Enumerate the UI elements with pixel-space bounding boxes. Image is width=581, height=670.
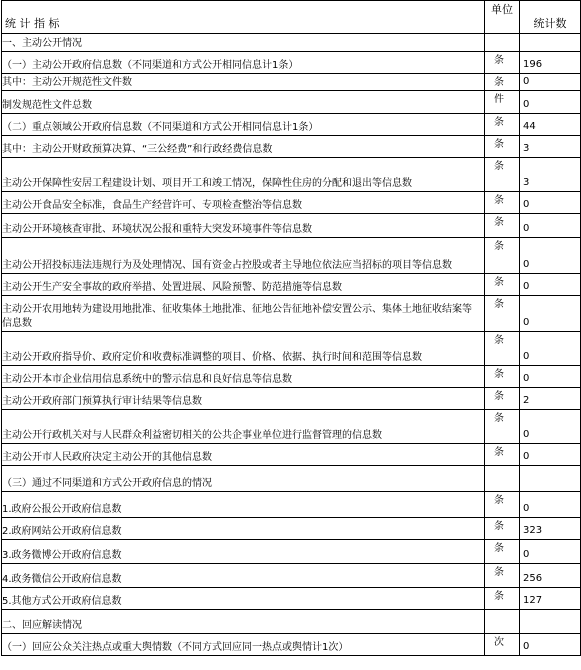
row-count — [520, 610, 581, 634]
row-count: 0 — [520, 410, 581, 444]
table-row — [2, 518, 581, 540]
table-row — [2, 634, 581, 656]
row-count: 0 — [520, 274, 581, 296]
table-row — [2, 564, 581, 588]
row-unit — [485, 34, 520, 52]
row-unit: 条 — [485, 238, 520, 274]
row-indicator: 主动公开农用地转为建设用地批准、征收集体土地批准、征地公告征地补偿安置公示、集体土地征收结案等信息数 — [2, 296, 485, 332]
row-unit: 条 — [485, 366, 520, 388]
row-indicator: 主动公开行政机关对与人民群众利益密切相关的公共企事业单位进行监督管理的信息数 — [2, 410, 485, 444]
row-count — [520, 466, 581, 492]
row-count: 196 — [520, 52, 581, 74]
row-count: 0 — [520, 91, 581, 114]
row-count: 0 — [520, 366, 581, 388]
row-count: 0 — [520, 444, 581, 466]
row-unit: 次 — [485, 634, 520, 656]
table-row — [2, 588, 581, 610]
table-row — [2, 52, 581, 74]
row-unit: 条 — [485, 444, 520, 466]
row-unit: 条 — [485, 114, 520, 136]
row-unit: 条 — [485, 388, 520, 410]
row-count: 3 — [520, 136, 581, 158]
table-row — [2, 610, 581, 634]
row-count: 0 — [520, 214, 581, 238]
row-indicator: 主动公开政府部门预算执行审计结果等信息数 — [2, 388, 485, 410]
row-indicator: 主动公开保障性安居工程建设计划、项目开工和竣工情况，保障性住房的分配和退出等信息数 — [2, 158, 485, 192]
row-count: 323 — [520, 518, 581, 540]
row-indicator: 其中：主动公开规范性文件数 — [2, 74, 485, 91]
row-count: 0 — [520, 332, 581, 366]
row-count — [520, 34, 581, 52]
row-indicator: 其中：主动公开财政预算决算、“三公经费”和行政经费信息数 — [2, 136, 485, 158]
row-unit: 条 — [485, 588, 520, 610]
row-indicator: 主动公开市人民政府决定主动公开的其他信息数 — [2, 444, 485, 466]
table-row — [2, 192, 581, 214]
row-unit: 条 — [485, 136, 520, 158]
table-row — [2, 114, 581, 136]
row-indicator: （三）通过不同渠道和方式公开政府信息的情况 — [2, 466, 485, 492]
row-indicator: 二、回应解读情况 — [2, 610, 485, 634]
row-indicator: 主动公开本市企业信用信息系统中的警示信息和良好信息等信息数 — [2, 366, 485, 388]
row-unit: 条 — [485, 410, 520, 444]
row-unit: 条 — [485, 158, 520, 192]
row-unit: 条 — [485, 518, 520, 540]
row-count: 256 — [520, 564, 581, 588]
row-unit — [485, 610, 520, 634]
row-count: 2 — [520, 388, 581, 410]
table-row — [2, 158, 581, 192]
row-count: 127 — [520, 588, 581, 610]
row-indicator: 制发规范性文件总数 — [2, 91, 485, 114]
row-indicator: 主动公开食品安全标准，食品生产经营许可、专项检查整治等信息数 — [2, 192, 485, 214]
row-indicator: 一、主动公开情况 — [2, 34, 485, 52]
row-indicator: 主动公开环境核查审批、环境状况公报和重特大突发环境事件等信息数 — [2, 214, 485, 238]
table-row — [2, 410, 581, 444]
row-unit: 件 — [485, 91, 520, 114]
header-row — [2, 1, 581, 34]
table-row — [2, 466, 581, 492]
row-indicator: 5.其他方式公开政府信息数 — [2, 588, 485, 610]
table-row — [2, 214, 581, 238]
row-unit: 条 — [485, 540, 520, 564]
row-count: 3 — [520, 158, 581, 192]
row-unit: 条 — [485, 274, 520, 296]
table-row — [2, 91, 581, 114]
row-indicator: 主动公开招投标违法违规行为及处理情况、国有资金占控股或者主导地位依法应当招标的项目等信息数 — [2, 238, 485, 274]
row-indicator: （二）重点领域公开政府信息数（不同渠道和方式公开相同信息计1条） — [2, 114, 485, 136]
table-row — [2, 274, 581, 296]
row-unit: 条 — [485, 332, 520, 366]
table-row — [2, 388, 581, 410]
row-count: 0 — [520, 192, 581, 214]
row-indicator: （一）主动公开政府信息数（不同渠道和方式公开相同信息计1条） — [2, 52, 485, 74]
row-unit: 条 — [485, 74, 520, 91]
table-row — [2, 34, 581, 52]
header-indicator: 统 计 指 标 — [2, 1, 485, 34]
header-unit: 单位 — [485, 1, 520, 34]
row-unit: 条 — [485, 564, 520, 588]
statistics-table — [1, 0, 581, 656]
row-indicator: （一）回应公众关注热点或重大舆情数（不同方式回应同一热点或舆情计1次） — [2, 634, 485, 656]
table-row — [2, 136, 581, 158]
header-count: 统计数 — [520, 1, 581, 34]
row-unit: 条 — [485, 52, 520, 74]
table-row — [2, 444, 581, 466]
row-unit: 条 — [485, 492, 520, 518]
row-indicator: 4.政务微信公开政府信息数 — [2, 564, 485, 588]
table-row — [2, 74, 581, 91]
row-count: 0 — [520, 74, 581, 91]
table-row — [2, 332, 581, 366]
row-indicator: 主动公开生产安全事故的政府举措、处置进展、风险预警、防范措施等信息数 — [2, 274, 485, 296]
row-indicator: 主动公开政府指导价、政府定价和收费标准调整的项目、价格、依据、执行时间和范围等信息数 — [2, 332, 485, 366]
row-indicator: 1.政府公报公开政府信息数 — [2, 492, 485, 518]
row-unit: 条 — [485, 214, 520, 238]
row-count: 0 — [520, 540, 581, 564]
row-count: 0 — [520, 238, 581, 274]
row-unit — [485, 466, 520, 492]
table-row — [2, 366, 581, 388]
table-row — [2, 540, 581, 564]
row-unit: 条 — [485, 192, 520, 214]
row-indicator: 3.政务微博公开政府信息数 — [2, 540, 485, 564]
row-unit: 条 — [485, 296, 520, 332]
table-row — [2, 238, 581, 274]
row-count: 0 — [520, 634, 581, 656]
row-count: 0 — [520, 296, 581, 332]
table-row — [2, 492, 581, 518]
row-count: 0 — [520, 492, 581, 518]
table-row — [2, 296, 581, 332]
row-indicator: 2.政府网站公开政府信息数 — [2, 518, 485, 540]
row-count: 44 — [520, 114, 581, 136]
